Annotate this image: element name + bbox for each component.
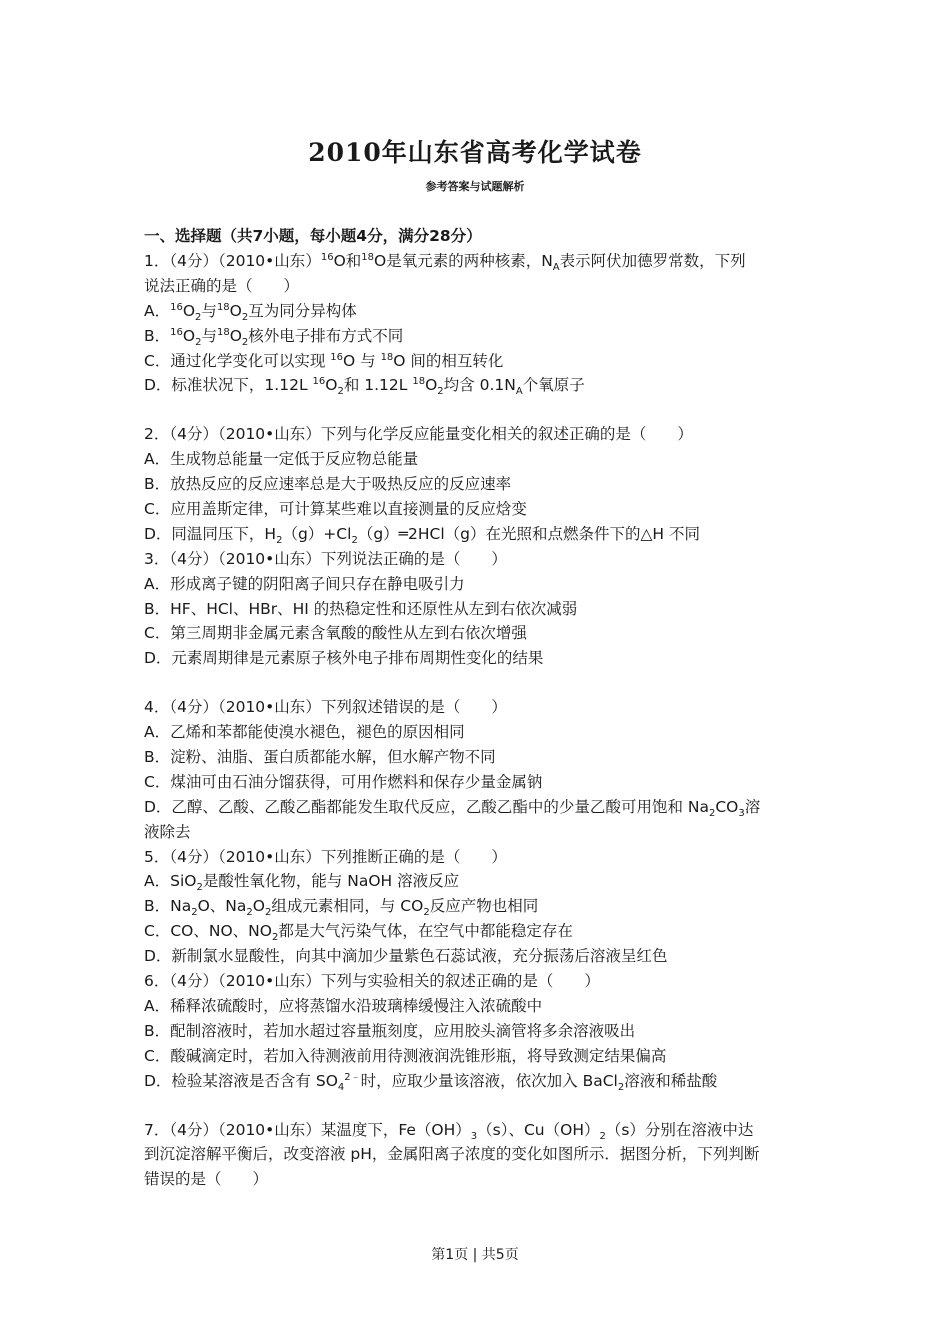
question-5-option-a: A．SiO$_2$是酸性氧化物，能与 NaOH 溶液反应 [144,872,460,894]
question-3-option-c: C．第三周期非金属元素含氧酸的酸性从左到右依次增强 [144,624,527,643]
question-4-option-b: B．淀粉、油脂、蛋白质都能水解，但水解产物不同 [144,748,496,767]
section-heading: 一、选择题（共7小题，每小题4分，满分28分） [144,227,482,245]
question-1-option-d: D．标准状况下，1.12L $^{16}O_2$和 1.12L $^{18}O_2$均含 $0.1N_A$个氧原子 [144,376,585,398]
question-6-option-a: A．稀释浓硫酸时，应将蒸馏水沿玻璃棒缓慢注入浓硫酸中 [144,996,543,1015]
question-3-option-b: B．HF、HCl、HBr、HI 的热稳定性和还原性从左到右依次减弱 [144,599,578,618]
question-2-option-b: B．放热反应的反应速率总是大于吸热反应的反应速率 [144,475,512,494]
question-2-stem: 2．（4分）（2010•山东）下列与化学反应能量变化相关的叙述正确的是（ ） [144,425,693,444]
question-6-option-d: D．检验某溶液是否含有 $SO_4^{2﹣}$时，应取少量该溶液，依次加入 BaCl$_2$溶液和稀盐酸 [144,1071,718,1093]
question-1-stem-cont: 说法正确的是（ ） [144,276,300,295]
page-footer: 第1页 | 共5页 [431,1247,519,1263]
question-7 [144,1118,814,1193]
question-4-option-c: C．煤油可由石油分馏获得，可用作燃料和保存少量金属钠 [144,772,543,791]
question-6-stem: 6．（4分）（2010•山东）下列与实验相关的叙述正确的是（ ） [144,972,600,991]
question-1-option-a: A．$^{16}O_2$与$^{18}O_2$互为同分异构体 [144,301,357,323]
question-6 [144,969,814,1093]
question-1-stem: 1．（4分）（2010•山东）$^{16}$O和$^{18}$O是氧元素的两种核素，$N_A$表示阿伏加德罗常数，下列 [144,251,746,274]
question-2-option-d: D．同温同压下，$H_2(g)+Cl_2(g)═2HCl(g)$在光照和点燃条件下的△H 不同 [144,524,700,546]
question-3-option-a: A．形成离子键的阴阳离子间只存在静电吸引力 [144,574,465,593]
page-title: 2010年山东省高考化学试卷 [308,138,642,167]
exam-content [144,224,814,1192]
question-2 [144,422,814,546]
question-7-stem: 7．（4分）（2010•山东）某温度下，$Fe(OH)_3(s)$、$Cu(OH)_2(s)$分别在溶液中达 [144,1120,754,1142]
question-4-option-d-cont: 液除去 [144,822,191,841]
question-7-stem-cont: 到沉淀溶解平衡后，改变溶液 pH，金属阳离子浓度的变化如图所示．据图分析，下列判断 [144,1145,760,1164]
question-4-option-a: A．乙烯和苯都能使溴水褪色，褪色的原因相同 [144,723,465,742]
question-5-option-b: B．$Na_2O$、$Na_2O_2$组成元素相同，与 $CO_2$反应产物也相同 [144,897,539,919]
question-6-option-b: B．配制溶液时，若加水超过容量瓶刻度，应用胶头滴管将多余溶液吸出 [144,1021,636,1040]
question-5-stem: 5．（4分）（2010•山东）下列推断正确的是（ ） [144,847,507,866]
question-4 [144,695,814,844]
question-2-option-a: A．生成物总能量一定低于反应物总能量 [144,450,419,469]
question-2-option-c: C．应用盖斯定律，可计算某些难以直接测量的反应焓变 [144,500,527,519]
question-4-stem: 4．（4分）（2010•山东）下列叙述错误的是（ ） [144,698,507,717]
question-3-option-d: D．元素周期律是元素原子核外电子排布周期性变化的结果 [144,649,544,668]
question-1-option-b: B．$^{16}O_2$与$^{18}O_2$核外电子排布方式不同 [144,326,404,348]
question-4-option-d: D．乙醇、乙酸、乙酸乙酯都能发生取代反应，乙酸乙酯中的少量乙酸可用饱和 $Na_2CO_3$溶 [144,797,761,819]
question-5-option-c: C．CO、NO、$NO_2$都是大气污染气体，在空气中都能稳定存在 [144,922,573,944]
question-3 [144,547,814,671]
question-6-option-c: C．酸碱滴定时，若加入待测液前用待测液润洗锥形瓶，将导致测定结果偏高 [144,1046,667,1065]
page-subtitle: 参考答案与试题解析 [425,180,525,193]
question-5 [144,845,814,969]
question-5-option-d: D．新制氯水显酸性，向其中滴加少量紫色石蕊试液，充分振荡后溶液呈红色 [144,947,668,966]
question-1 [144,249,814,398]
question-3-stem: 3．（4分）（2010•山东）下列说法正确的是（ ） [144,549,507,568]
question-1-option-c: C．通过化学变化可以实现 $^{16}$O 与 $^{18}$O 间的相互转化 [144,351,504,370]
question-7-stem-end: 错误的是（ ） [144,1170,269,1189]
